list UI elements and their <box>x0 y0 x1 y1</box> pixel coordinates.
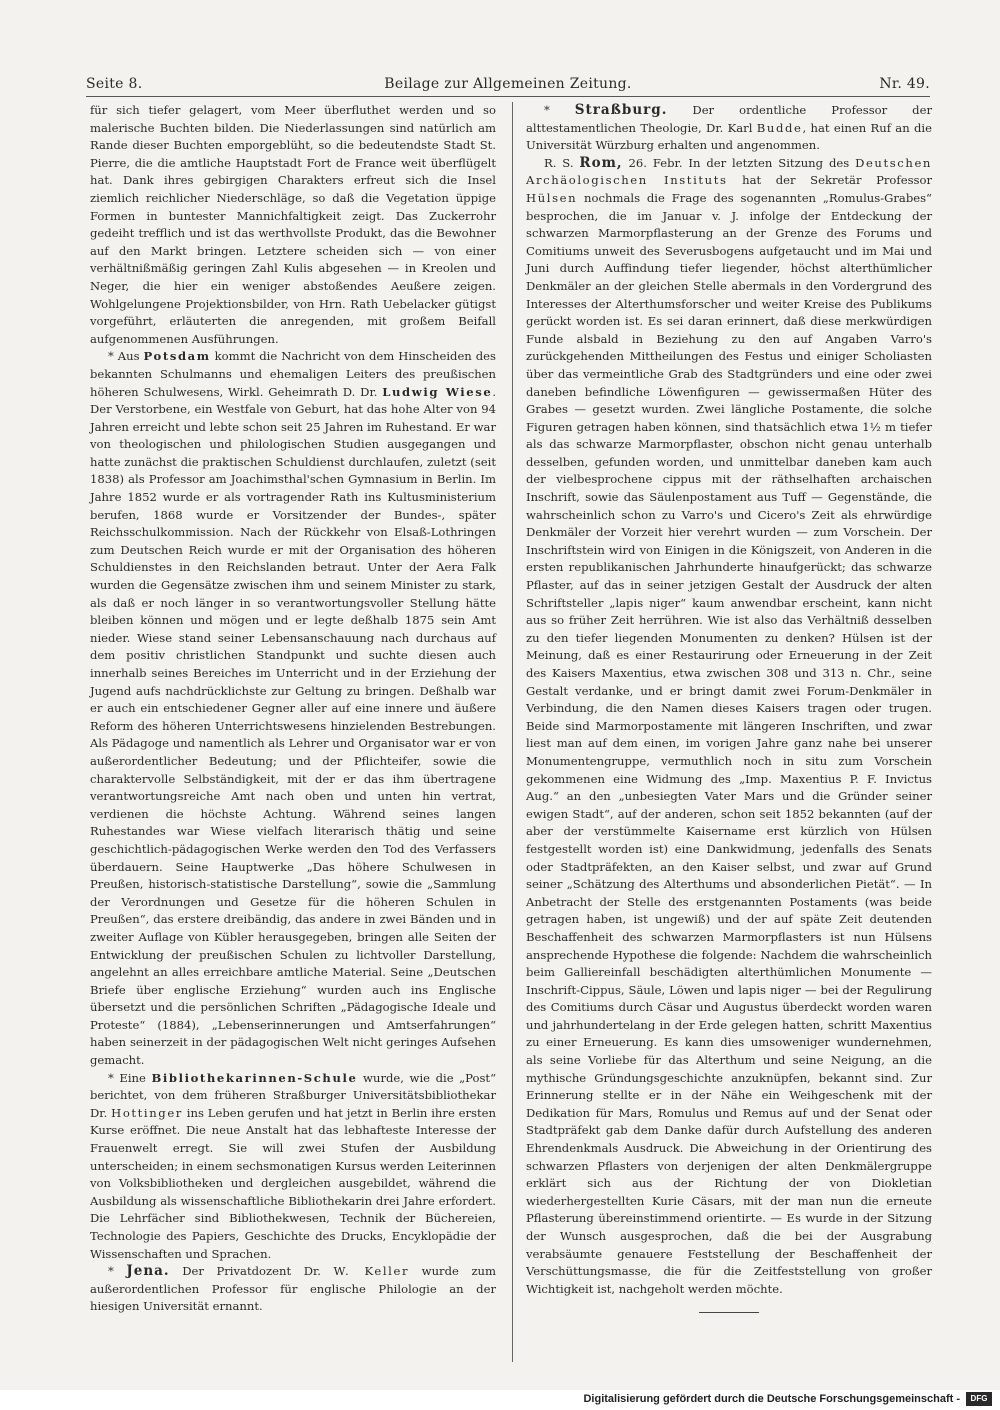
article-text: 26. Febr. In der letzten Sitzung des <box>622 155 856 170</box>
article-text: ins Leben gerufen und hat jetzt in Berlin ihre ersten Kurse eröffnet. Die neue Anstalt hat das lebhafteste Interesse der Frauenwelt erregt. Sie will zwei Stufen der Ausbildung unterscheiden; in einem sechsmonatigen Kursus werden Leiterinnen von Volksbibliotheken und dergleichen ausgebildet, während die Ausbildung als wissenschaftliche Bibliothekarin drei Jahre erfordert. Die Lehrfächer sind Bibliothekwesen, Technik der Büchereien, Technologie des Papiers, Geschichte des Drucks, Encyklopädie der Wissenschaften und Sprachen. <box>90 1105 496 1261</box>
person-name: Hottinger <box>111 1105 183 1120</box>
column-divider <box>512 102 513 1362</box>
institution-name: Deutschen Archäologischen Instituts <box>526 155 932 188</box>
topic-name: Bibliothekarinnen-Schule <box>151 1070 358 1085</box>
article-marker: * Eine <box>108 1070 152 1085</box>
article-strassburg <box>526 102 932 155</box>
footer-credit: Digitalisierung gefördert durch die Deutsche Forschungsgemeinschaft - <box>583 1393 960 1405</box>
article-marker: * <box>108 1264 127 1279</box>
issue-number: Nr. 49. <box>879 76 930 92</box>
page-header <box>86 70 930 92</box>
place-name: Rom, <box>579 154 623 171</box>
article-potsdam <box>90 348 496 1069</box>
right-column <box>526 102 932 1313</box>
article-marker: * Aus <box>108 349 144 364</box>
article-text: , hat einen Ruf an die Universität Würzburg erhalten und angenommen. <box>526 120 932 153</box>
person-name: Ludwig Wiese <box>382 384 493 399</box>
person-name: W. Keller <box>333 1264 410 1279</box>
article-text: Der Privatdozent Dr. <box>169 1264 334 1279</box>
article-bibliothekarinnen <box>90 1070 496 1264</box>
person-name: Hülsen <box>526 190 578 205</box>
place-name: Straßburg. <box>574 102 668 118</box>
dfg-logo[interactable]: DFG <box>966 1392 992 1406</box>
article-martinique-end: für sich tiefer gelagert, vom Meer überfluthet werden und so malerische Buchten bilden. Die Niederlassungen sind natürlich am Rande dieser Buchten emporgeblüht, so die bedeutendste Stadt St. Pierre, die die amtliche Hauptstadt Fort de France weit überflügelt hat. Dank ihres gebirgigen Charakters erfreut sich die Insel ziemlich reichlicher Niederschläge, so daß die Vegetation üppige Formen in buntester Mannichfaltigkeit zeigt. Das Zuckerrohr gedeiht trefflich und ist das werthvollste Produkt, das die Bewohner auf den Markt bringen. Letztere scheiden sich — von einer verhältnißmäßig geringen Zahl Kulis abgesehen — in Kreolen und Neger, die hier ein weniger abstoßendes Aeußere zeigen. Wohlgelungene Projektionsbilder, von Hrn. Rath Uebelacker gütigst vorgeführt, erläuterten die anregenden, mit großem Beifall aufgenommenen Ausführungen. <box>90 103 496 346</box>
article-text: Der ordentliche Professor der alttestamentlichen Theologie, Dr. Karl <box>526 103 932 135</box>
article-text: wurde zum außerordentlichen Professor für englische Philologie an der hiesigen Universität ernannt. <box>90 1264 497 1314</box>
person-name: Budde <box>756 120 803 135</box>
digitization-footer <box>0 1390 1000 1410</box>
page-title: Beilage zur Allgemeinen Zeitung. <box>384 76 632 92</box>
article-text: hat der Sekretär Professor <box>727 173 932 188</box>
article-jena <box>90 1263 496 1316</box>
article-text: nochmals die Frage des sogenannten „Romulus-Grabes“ besprochen, die im Januar v. J. infolge der Entdeckung der schwarzen Marmorpflasterung an der Grenze des Forums und Comitiums unweit des Severusbogens aufgetaucht und im Mai und Juni durch Auffindung tiefer liegender, höchst alterthümlicher Denkmäler an der gleichen Stelle abermals in den Vordergrund des Interesses der Alterthumsforscher und weiter Kreise des Publikums gerückt worden ist. Es sei daran erinnert, daß diese merkwürdigen Funde alsbald in Beziehung zu den auf Angaben Varro's zurückgehenden Mittheilungen des Festus und einiger Scholiasten über das vermeintliche Grab des Stadtgründers und eine oder zwei daneben befindliche Löwenfiguren — gewissermaßen Hüter des Grabes — gesetzt wurden. Zwei längliche Postamente, die solche Figuren getragen haben können, sind thatsächlich etwa 1½ m tiefer als das schwarze Marmorpflaster, obschon nicht genau unterhalb desselben, gefunden worden, und unmittelbar daneben kam auch der vielbesprochene cippus mit der räthselhaften archaischen Inschrift, sowie das Säulenpostament aus Tuff — Gegenstände, die wahrscheinlich schon zu Varro's und Cicero's Zeit als ehrwürdige Denkmäler der Vorzeit hier verehrt wurden — zum Vorschein. Der Inschriftstein wird von Einigen in die Königszeit, von Anderen in die ersten republikanischen Jahrhunderte hinaufgerückt; das schwarze Pflaster, auf das in seiner jetzigen Gestalt der Ausdruck der alten Schriftsteller „lapis niger“ kaum anwendbar erscheint, kann nicht aus so früher Zeit herrühren. Wie ist also das Verhältniß desselben zu den tiefer liegenden Monumenten zu denken? Hülsen ist der Meinung, daß es einer Restaurirung oder Erneuerung in der Zeit des Kaisers Maxentius, etwa zwischen 308 und 313 n. Chr., seine Gestalt verdanke, und er bringt damit zwei Forum-Denkmäler in Verbindung, die den Namen dieses Kaisers tragen oder trugen. Beide sind Marmorpostamente mit längeren Inschriften, und zwar liest man auf dem einen, im vorigen Jahre ganz nahe bei unserer Monumentengruppe, vermuthlich noch in situ zum Vorschein gekommenen eine Widmung des „Imp. Maxentius P. F. Invictus Aug.“ an den „unbesiegten Vater Mars und die Gründer seiner ewigen Stadt“, auf der anderen, schon seit 1852 bekannten (auf der aber der verstümmelte Kaisername erst kürzlich von Hülsen festgestellt worden ist) eine Dankwidmung, jedenfalls des Senats oder Stadtpräfekten, an den Kaiser selbst, und zwar auf Grund seiner „Schätzung des Alterthums und absonderlichen Pietät“. — In Anbetracht der Stelle des erstgenannten Postaments (was beide getragen haben, ist ungewiß) und der auf späte Zeit deutenden Beschaffenheit des schwarzen Marmorpflasters ist nun Hülsens ansprechende Hypothese die folgende: Nachdem die wahrscheinlich beim Galliereinfall beschädigten alterthümlichen Monumente — Inschrift-Cippus, Säule, Löwen und lapis niger — bei der Regulirung des Comitiums durch Cäsar und Augustus überdeckt worden waren und jahrhundertelang in der Erde gelegen hatten, schritt Maxentius zu einer Erneuerung. Es kann dies umsoweniger wundernehmen, als seine Vorliebe für das Alterthum und seine Neigung, an die mythische Gründungsgeschichte anzuknüpfen, bekannt sind. Zur Erinnerung stellte er in der Nähe ein Weihgeschenk mit der Dedikation für Mars, Romulus und Remus auf und der Senat oder Stadtpräfekt gab dem Danke dafür durch Aufstellung des anderen Ehrendenkmals Ausdruck. Die Abweichung in der Orientirung des schwarzen Pflasters von derjenigen der alten Denkmälergruppe erklärt sich aus der Richtung der von Diokletian wiederhergestellten Kurie Cäsars, mit der man nun die erneute Pflasterung übereinstimmend orientirte. — Es wurde in der Sitzung der Wunsch ausgesprochen, daß die bei der Ausgrabung verabsäumte genauere Feststellung der Beschaffenheit der Verschüttungsmasse, die für die Zeitfeststellung von großer Wichtigkeit ist, nachgeholt werden möchte. <box>526 190 932 1296</box>
article-text: wurde, wie die „Post“ berichtet, von dem früheren Straßburger Universitätsbibliothekar Dr. <box>90 1070 497 1120</box>
page-number: Seite 8. <box>86 76 143 92</box>
place-name: Potsdam <box>143 349 211 364</box>
place-name: Jena. <box>126 1263 170 1280</box>
left-column <box>90 102 496 1316</box>
header-rule <box>86 96 930 97</box>
article-marker: * <box>544 103 575 117</box>
article-text: kommt die Nachricht von dem Hinscheiden des bekannten Schulmanns und ehemaligen Leiters des preußischen höheren Schulwesens, Wirkl. Geheimrath D. Dr. <box>90 349 496 399</box>
article-rom <box>526 155 932 1299</box>
end-rule <box>699 1312 759 1313</box>
newspaper-page <box>86 70 930 1370</box>
article-marker: R. S. <box>544 155 580 170</box>
article-text: . Der Verstorbene, ein Westfale von Geburt, hat das hohe Alter von 94 Jahren erreicht und lebte schon seit 25 Jahren im Ruhestand. Er war von theologischen und philologischen Studien ausgegangen und hatte zunächst die praktischen Schuldienst durchlaufen, zuletzt (seit 1838) als Professor am Joachimsthal'schen Gymnasium in Berlin. Im Jahre 1852 wurde er als vortragender Rath ins Kultusministerium berufen, 1868 wurde er Vorsitzender der Bundes-, später Reichsschulkommission. Nach der Rückkehr von Elsaß-Lothringen zum Deutschen Reich wurde er mit der Organisation des höheren Schuldienstes in den Reichslanden betraut. Unter der Aera Falk wurden die Gegensätze zwischen ihm und seinem Minister zu stark, als daß er noch länger in so verantwortungsvoller Stellung hätte bleiben können und mögen und er legte deßhalb 1875 sein Amt nieder. Wiese stand seiner Lebensanschauung nach durchaus auf dem positiv christlichen Standpunkt und suchte diesen auch innerhalb seines Bereiches im Unterricht und in der Erziehung der Jugend aufs nachdrücklichste zur Geltung zu bringen. Deßhalb war er auch ein entschiedener Gegner aller auf eine innere und äußere Reform des höheren Unterrichtswesens hinzielenden Bestrebungen. Als Pädagoge und namentlich als Lehrer und Organisator war er von außerordentlicher Bedeutung; und der Pflichteifer, sowie die charaktervolle Selbständigkeit, mit der er das ihm übertragene verantwortungsreiche Amt nach oben und unten hin vertrat, verdienen die höchste Achtung. Während seines langen Ruhestandes war Wiese vielfach literarisch thätig und seine geschichtlich-pädagogischen Werke werden den Tod des Verfassers überdauern. Seine Hauptwerke „Das höhere Schulwesen in Preußen, historisch-statistische Darstellung“, sowie die „Sammlung der Verordnungen und Gesetze für die höheren Schulen in Preußen“, das erstere dreibändig, das andere in zwei Bänden und in zweiter Auflage von Kübler herausgegeben, bringen alle Seiten der Entwicklung der preußischen Schulen zu lichtvoller Darstellung, angelehnt an alles erreichbare amtliche Material. Seine „Deutschen Briefe über englische Erziehung“ wurden auch ins Englische übersetzt und die persönlichen Schriften „Pädagogische Ideale und Proteste“ (1884), „Lebenserinnerungen und Amtserfahrungen“ haben seinerzeit in der pädagogischen Welt nicht geringes Aufsehen gemacht. <box>90 384 497 1068</box>
